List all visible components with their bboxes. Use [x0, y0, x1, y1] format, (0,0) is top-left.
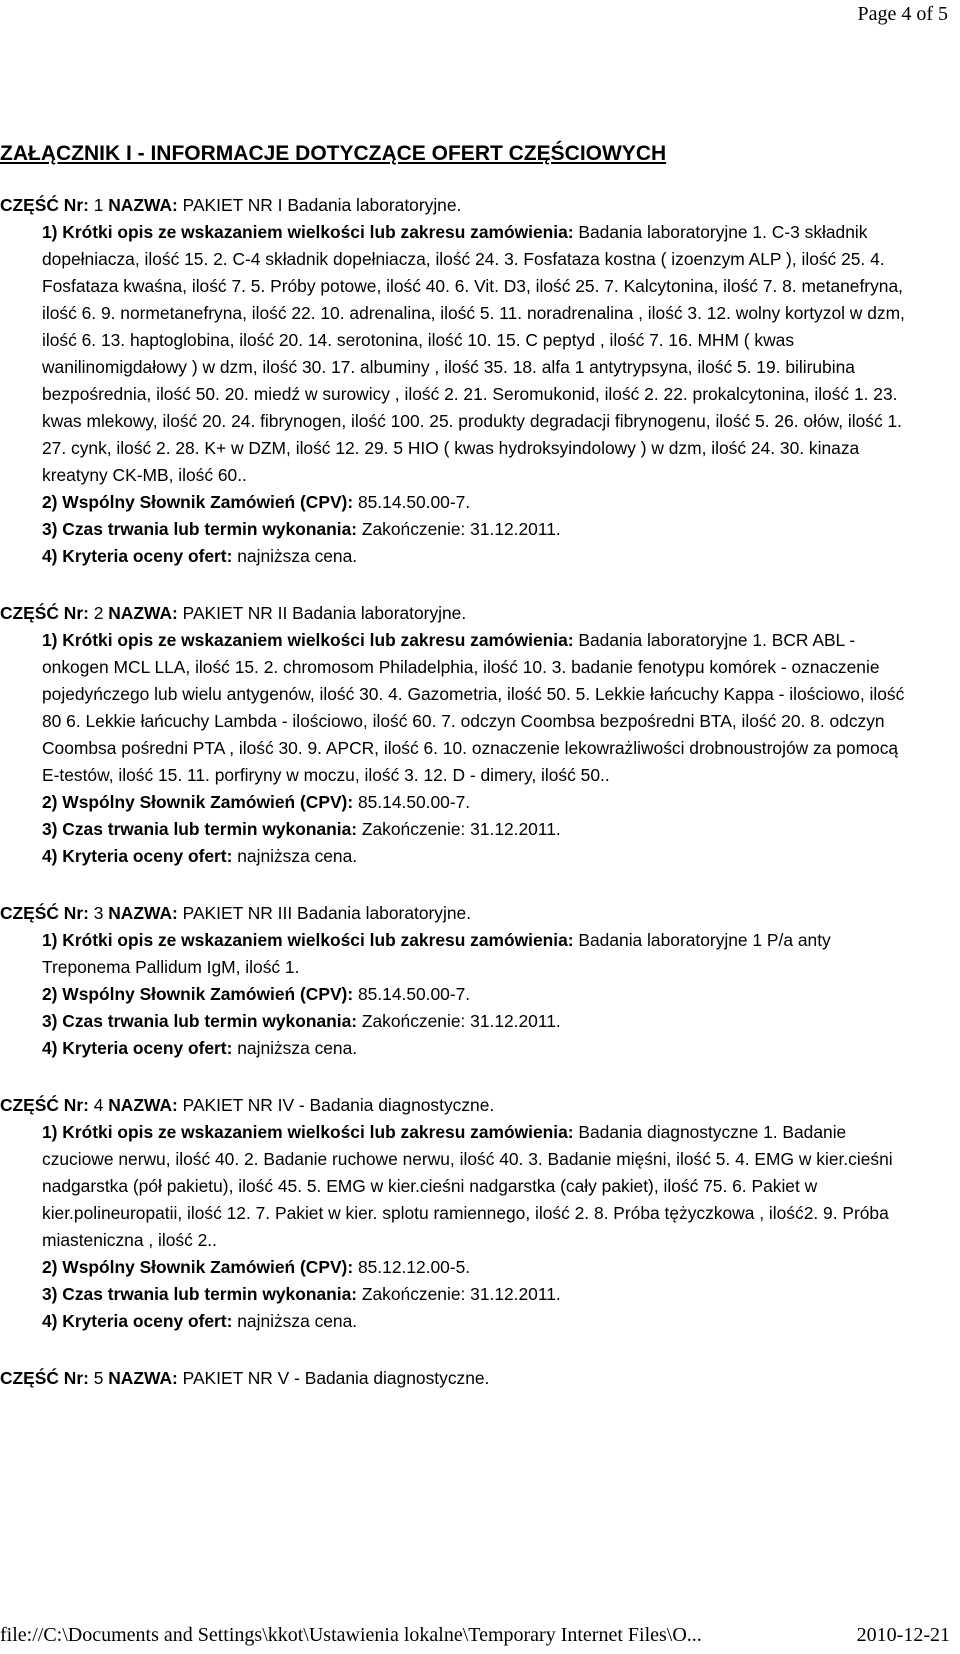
name-label: NAZWA: — [108, 195, 178, 215]
criteria-value: najniższa cena. — [237, 546, 358, 566]
description-paragraph — [42, 927, 920, 981]
cpv-value: 85.14.50.00-7. — [357, 984, 471, 1004]
footer-date: 2010-12-21 — [856, 1624, 950, 1646]
criteria-label: 4) Kryteria oceny ofert: — [42, 1311, 233, 1331]
part-name: PAKIET NR III Badania laboratoryjne. — [182, 903, 472, 923]
description-label: 1) Krótki opis ze wskazaniem wielkości lub zakresu zamówienia: — [42, 930, 574, 950]
term-label: 3) Czas trwania lub termin wykonania: — [42, 819, 358, 839]
part-name: PAKIET NR I Badania laboratoryjne. — [182, 195, 462, 215]
criteria-label: 4) Kryteria oceny ofert: — [42, 1038, 233, 1058]
part-name: PAKIET NR II Badania laboratoryjne. — [182, 603, 467, 623]
name-label: NAZWA: — [108, 1095, 178, 1115]
cpv-value: 85.12.12.00-5. — [357, 1257, 471, 1277]
part-number: 5 — [93, 1368, 104, 1388]
cpv-paragraph — [42, 489, 920, 516]
part-number: 4 — [93, 1095, 104, 1115]
term-value: Zakończenie: 31.12.2011. — [361, 1284, 561, 1304]
term-paragraph — [42, 516, 920, 543]
description-label: 1) Krótki opis ze wskazaniem wielkości lub zakresu zamówienia: — [42, 630, 574, 650]
description-paragraph — [42, 1119, 920, 1254]
cpv-label: 2) Wspólny Słownik Zamówień (CPV): — [42, 1257, 354, 1277]
criteria-label: 4) Kryteria oceny ofert: — [42, 846, 233, 866]
part-section-3 — [0, 900, 960, 1062]
part-heading — [0, 192, 960, 219]
term-label: 3) Czas trwania lub termin wykonania: — [42, 1011, 358, 1031]
description-text: Badania diagnostyczne 1. Badanie czuciowe nerwu, ilość 40. 2. Badanie ruchowe nerwu, ilość 40. 3. Badanie mięśni, ilość 5. 4. EMG w kier.cieśni nadgarstka (pół pakietu), ilość 45. 5. EMG w kier.cieśni nadgarstka (cały pakiet), ilość 75. 6. Pakiet w kier.polineuropatii, ilość 12. 7. Pakiet w kier. splotu ramiennego, ilość 2. 8. Próba tężyczkowa , ilość2. 9. Próba miasteniczna , ilość 2.. — [42, 1122, 893, 1250]
part-section-2 — [0, 600, 960, 870]
part-section-1 — [0, 192, 960, 570]
part-name: PAKIET NR IV - Badania diagnostyczne. — [182, 1095, 495, 1115]
term-paragraph — [42, 816, 920, 843]
part-body — [42, 219, 920, 570]
cpv-value: 85.14.50.00-7. — [357, 792, 471, 812]
part-label: CZĘŚĆ Nr: — [0, 1368, 89, 1388]
part-body — [42, 1119, 920, 1335]
criteria-label: 4) Kryteria oceny ofert: — [42, 546, 233, 566]
criteria-value: najniższa cena. — [237, 1311, 358, 1331]
part-heading — [0, 1365, 960, 1392]
part-heading — [0, 900, 960, 927]
name-label: NAZWA: — [108, 603, 178, 623]
footer-file-path: file://C:\Documents and Settings\kkot\Ustawienia lokalne\Temporary Internet Files\O... — [0, 1624, 702, 1646]
cpv-paragraph — [42, 981, 920, 1008]
page-indicator: Page 4 of 5 — [857, 3, 948, 25]
description-text: Badania laboratoryjne 1. BCR ABL - onkogen MCL LLA, ilość 15. 2. chromosom Philadelphia, ilość 10. 3. badanie fenotypu komórek - oznaczenie pojedyńczego lub wielu antygenów, ilość 30. 4. Gazometria, ilość 50. 5. Lekkie łańcuchy Kappa - ilościowo, ilość 80 6. Lekkie łańcuchy Lambda - ilościowo, ilość 60. 7. odczyn Coombsa bezpośredni BTA, ilość 20. 8. odczyn Coombsa pośredni PTA , ilość 30. 9. APCR, ilość 6. 10. oznaczenie lekowrażliwości drobnoustrojów za pomocą E-testów, ilość 15. 11. porfiryny w moczu, ilość 3. 12. D - dimery, ilość 50.. — [42, 630, 905, 785]
term-paragraph — [42, 1281, 920, 1308]
part-name: PAKIET NR V - Badania diagnostyczne. — [182, 1368, 490, 1388]
term-value: Zakończenie: 31.12.2011. — [361, 1011, 561, 1031]
part-label: CZĘŚĆ Nr: — [0, 903, 89, 923]
description-paragraph — [42, 627, 920, 789]
cpv-label: 2) Wspólny Słownik Zamówień (CPV): — [42, 492, 354, 512]
part-number: 1 — [93, 195, 104, 215]
term-value: Zakończenie: 31.12.2011. — [361, 519, 561, 539]
description-paragraph — [42, 219, 920, 489]
term-label: 3) Czas trwania lub termin wykonania: — [42, 1284, 358, 1304]
part-number: 2 — [93, 603, 104, 623]
criteria-paragraph — [42, 1308, 920, 1335]
cpv-label: 2) Wspólny Słownik Zamówień (CPV): — [42, 792, 354, 812]
term-value: Zakończenie: 31.12.2011. — [361, 819, 561, 839]
name-label: NAZWA: — [108, 1368, 178, 1388]
description-label: 1) Krótki opis ze wskazaniem wielkości lub zakresu zamówienia: — [42, 222, 574, 242]
part-label: CZĘŚĆ Nr: — [0, 195, 89, 215]
cpv-label: 2) Wspólny Słownik Zamówień (CPV): — [42, 984, 354, 1004]
cpv-value: 85.14.50.00-7. — [357, 492, 471, 512]
document-title: ZAŁĄCZNIK I - INFORMACJE DOTYCZĄCE OFERT CZĘŚCIOWYCH — [0, 142, 667, 165]
part-body — [42, 627, 920, 870]
name-label: NAZWA: — [108, 903, 178, 923]
criteria-paragraph — [42, 1035, 920, 1062]
term-paragraph — [42, 1008, 920, 1035]
cpv-paragraph — [42, 1254, 920, 1281]
part-heading — [0, 600, 960, 627]
description-label: 1) Krótki opis ze wskazaniem wielkości lub zakresu zamówienia: — [42, 1122, 574, 1142]
description-text: Badania laboratoryjne 1 P/a anty Treponema Pallidum IgM, ilość 1. — [42, 930, 831, 977]
part-section-4 — [0, 1092, 960, 1335]
term-label: 3) Czas trwania lub termin wykonania: — [42, 519, 358, 539]
criteria-paragraph — [42, 543, 920, 570]
part-number: 3 — [93, 903, 104, 923]
criteria-value: najniższa cena. — [237, 1038, 358, 1058]
cpv-paragraph — [42, 789, 920, 816]
description-text: Badania laboratoryjne 1. C-3 składnik dopełniacza, ilość 15. 2. C-4 składnik dopełniacza, ilość 24. 3. Fosfataza kostna ( izoenzym ALP ), ilość 25. 4. Fosfataza kwaśna, ilość 7. 5. Próby potowe, ilość 40. 6. Vit. D3, ilość 25. 7. Kalcytonina, ilość 7. 8. metanefryna, ilość 6. 9. normetanefryna, ilość 22. 10. adrenalina, ilość 5. 11. noradrenalina , ilość 3. 12. wolny kortyzol w dzm, ilość 6. 13. haptoglobina, ilość 20. 14. serotonina, ilość 10. 15. C peptyd , ilość 7. 16. MHM ( kwas wanilinomigdałowy ) w dzm, ilość 30. 17. albuminy , ilość 35. 18. alfa 1 antytrypsyna, ilość 5. 19. bilirubina bezpośrednia, ilość 50. 20. miedź w surowicy , ilość 2. 21. Seromukonid, ilość 2. 22. prokalcytonina, ilość 1. 23. kwas mlekowy, ilość 20. 24. fibrynogen, ilość 100. 25. produkty degradacji fibrynogenu, ilość 5. 26. ołów, ilość 1. 27. cynk, ilość 2. 28. K+ w DZM, ilość 12. 29. 5 HIO ( kwas hydroksyindolowy ) w dzm, ilość 24. 30. kinaza kreatyny CK-MB, ilość 60.. — [42, 222, 905, 485]
criteria-paragraph — [42, 843, 920, 870]
part-section-5 — [0, 1365, 960, 1392]
part-body — [42, 927, 920, 1062]
document-content — [0, 192, 960, 1422]
criteria-value: najniższa cena. — [237, 846, 358, 866]
part-label: CZĘŚĆ Nr: — [0, 1095, 89, 1115]
part-label: CZĘŚĆ Nr: — [0, 603, 89, 623]
part-heading — [0, 1092, 960, 1119]
